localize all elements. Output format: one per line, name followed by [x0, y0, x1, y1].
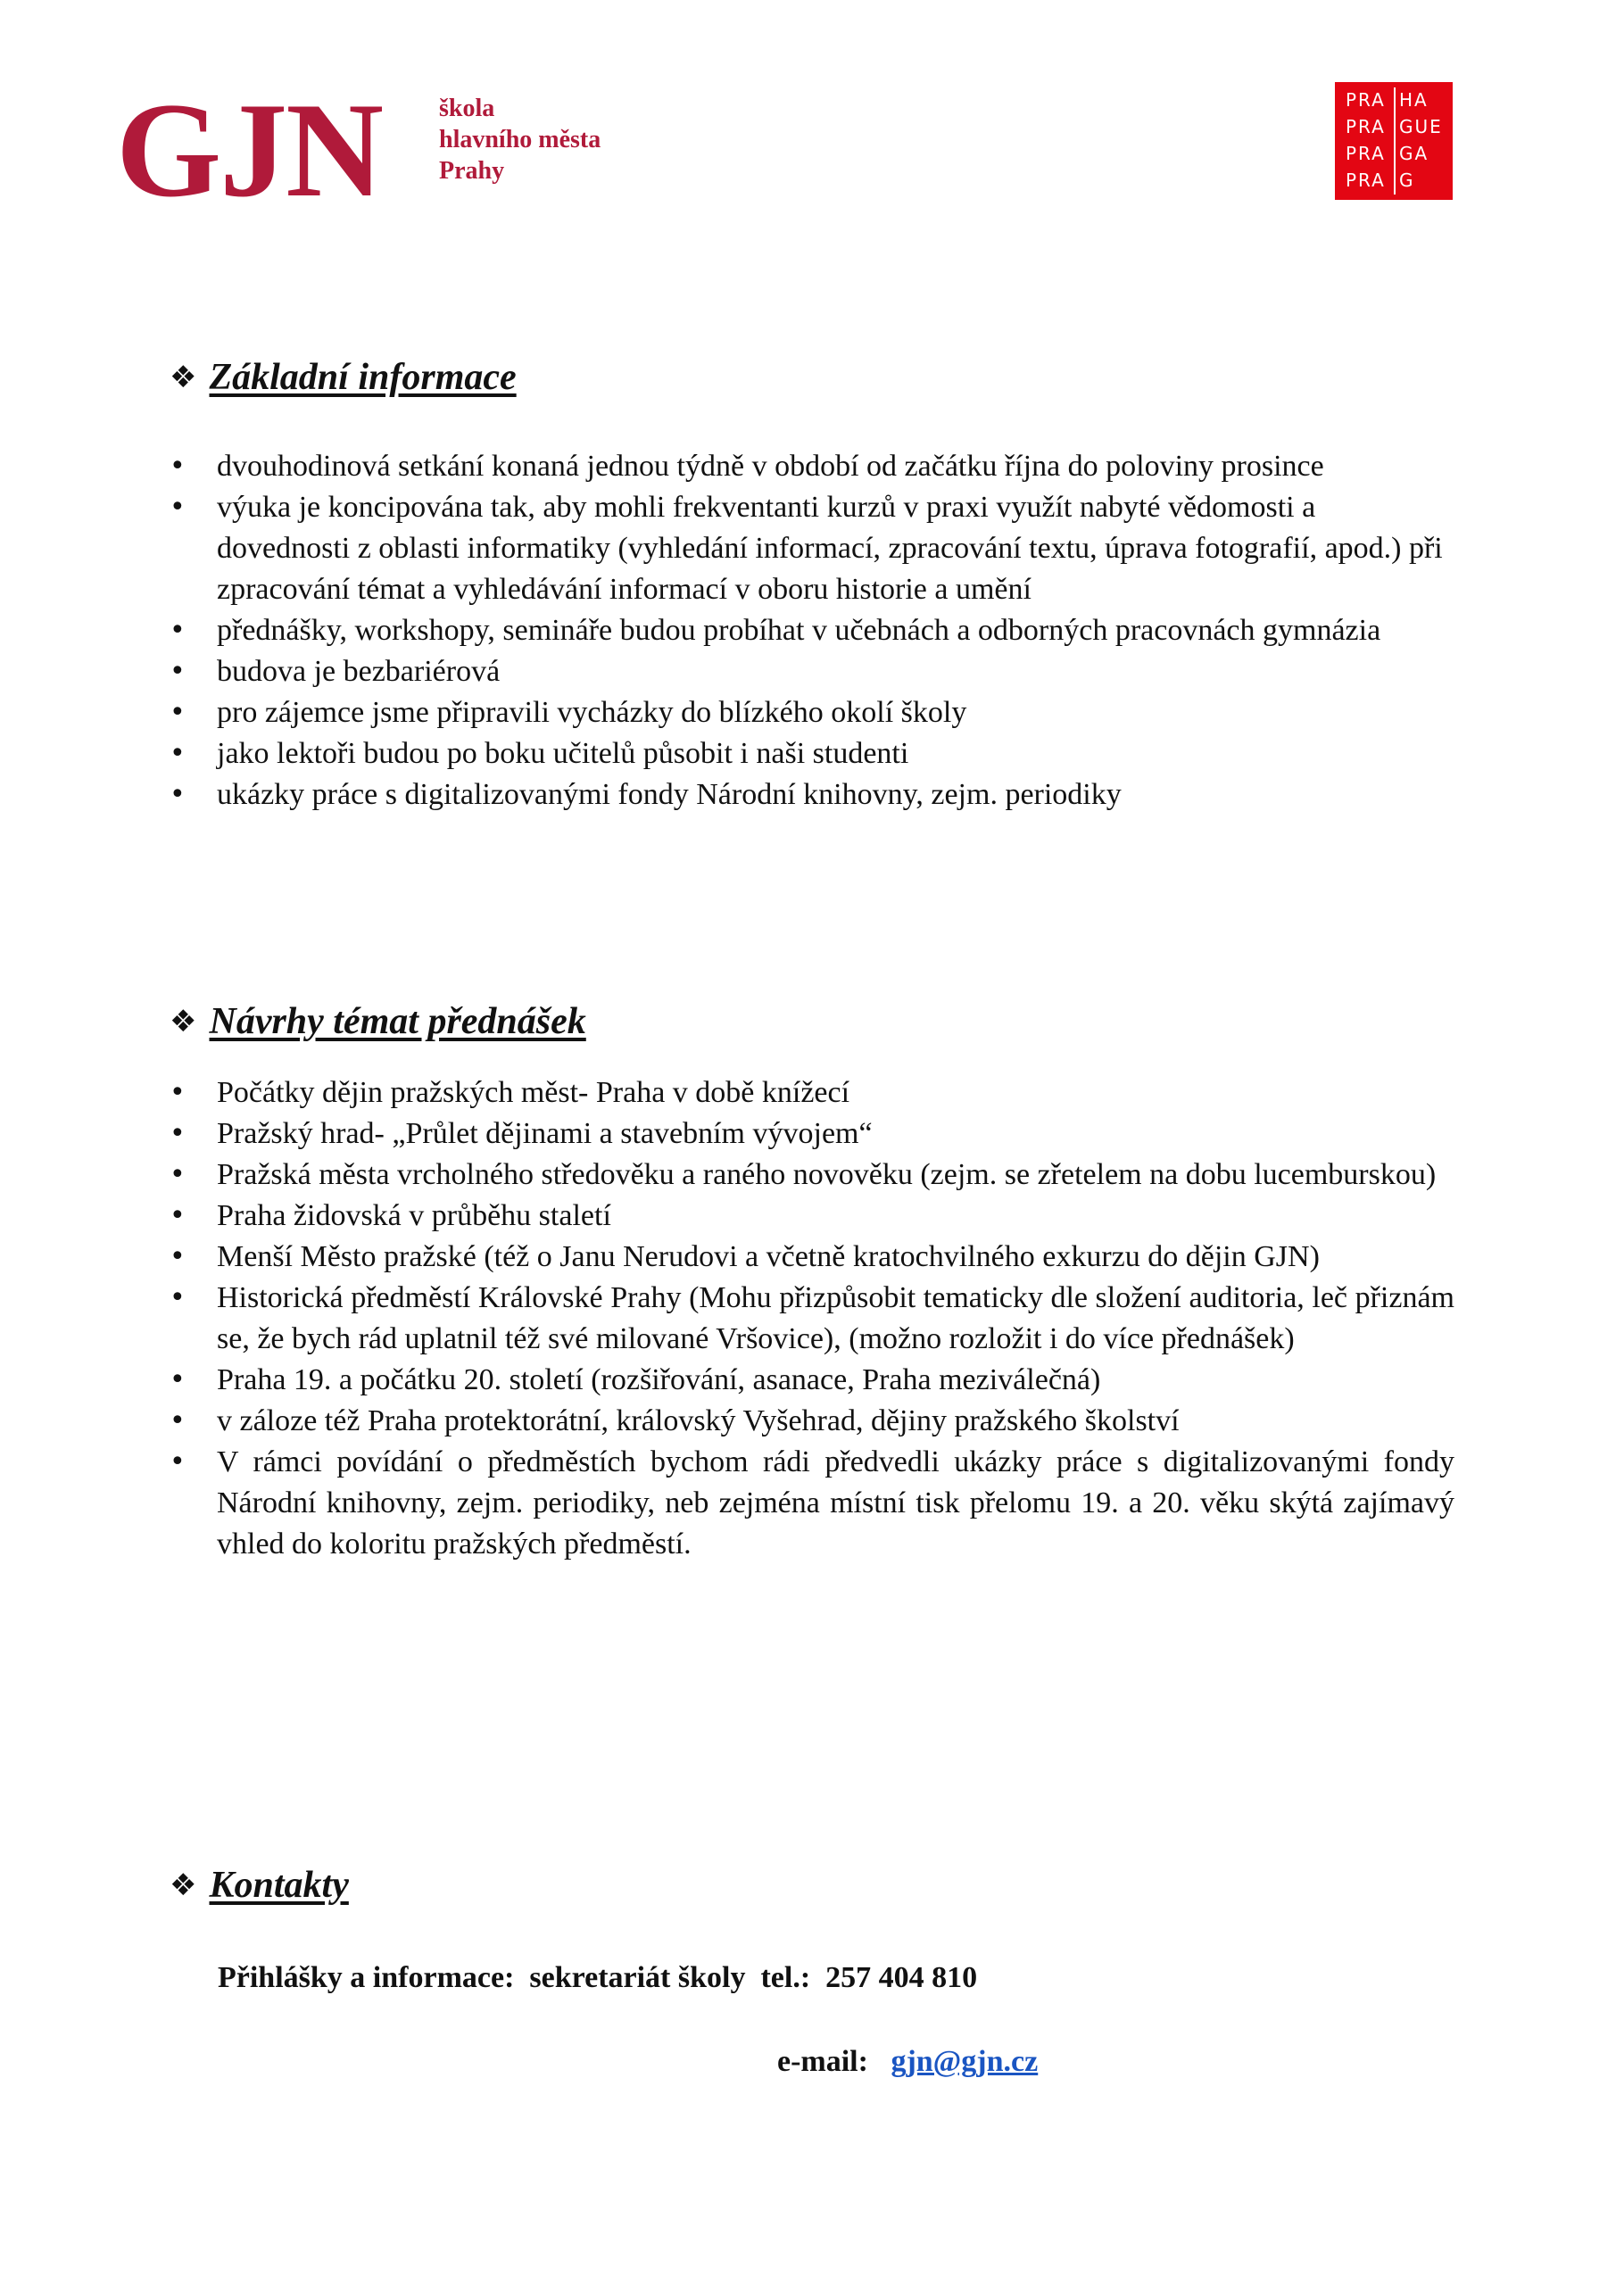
list-item: • jako lektoři budou po boku učitelů působit i naši studenti [170, 733, 1454, 774]
diamond-bullet-icon: ❖ [170, 1867, 197, 1903]
list-item: • Počátky dějin pražských měst- Praha v době knížecí [170, 1072, 1454, 1114]
lecture-topics-list [170, 1072, 1454, 1565]
school-name-line: hlavního města [439, 126, 601, 153]
list-item: • Pražský hrad- „Průlet dějinami a stavebním vývojem“ [170, 1114, 1454, 1155]
list-item: • dvouhodinová setkání konaná jednou týdně v období od začátku října do poloviny prosince [170, 446, 1454, 487]
diamond-bullet-icon: ❖ [170, 360, 197, 395]
school-name-line: škola [439, 95, 495, 122]
praha-logo-row [1335, 112, 1453, 139]
praha-logo-row [1335, 139, 1453, 166]
section-heading-contacts [170, 1863, 349, 1908]
list-item: • Praha 19. a počátku 20. století (rozšiřování, asanace, Praha meziválečná) [170, 1360, 1454, 1401]
diamond-bullet-icon: ❖ [170, 1004, 197, 1039]
list-item: • ukázky práce s digitalizovanými fondy Národní knihovny, zejm. periodiky [170, 774, 1454, 815]
list-item: • V rámci povídání o předměstích bychom rádi předvedli ukázky práce s digitalizovanými fondy Národní knihovny, zejm. periodiky, neb zejména místní tisk přelomu 19. a 20. věku skýtá zajímavý vhled do koloritu pražských předměstí. [170, 1442, 1454, 1565]
list-item: • Menší Město pražské (též o Janu Nerudovi a včetně kratochvilného exkurzu do dějin GJN) [170, 1237, 1454, 1278]
praha-logo-text: PRA [1346, 143, 1386, 164]
basic-info-list [170, 446, 1454, 815]
list-item: • v záloze též Praha protektorátní, královský Vyšehrad, dějiny pražského školství [170, 1401, 1454, 1442]
contact-email-line [762, 2000, 1038, 2082]
list-item: • budova je bezbariérová [170, 651, 1454, 692]
praha-logo-text: GUE [1399, 116, 1443, 137]
gjn-logo: GJN [116, 75, 382, 225]
praha-logo-text: HA [1399, 89, 1429, 111]
school-name-line: Prahy [439, 157, 505, 185]
email-label: e-mail: [777, 2045, 868, 2078]
praha-city-logo [1335, 82, 1453, 200]
list-item: • výuka je koncipována tak, aby mohli frekventanti kurzů v praxi využít nabyté vědomosti a dovednosti z oblasti informatiky (vyhledání informací, zpracování textu, úprava fotografií, apod.) při zpracování témat a vyhledávání informací v oboru historie a umění [170, 487, 1454, 610]
section-title: Návrhy témat přednášek [209, 1001, 586, 1042]
praha-logo-row [1335, 166, 1453, 193]
praha-logo-text: GA [1399, 143, 1429, 164]
praha-logo-row [1335, 86, 1453, 112]
list-item: • Historická předměstí Královské Prahy (Mohu přizpůsobit tematicky dle složení auditoria, leč přiznám se, že bych rád uplatnil též své milované Vršovice), (možno rozložit i do více přednášek) [170, 1278, 1454, 1360]
list-item: • Praha židovská v průběhu staletí [170, 1196, 1454, 1237]
section-title: Kontakty [209, 1865, 349, 1906]
praha-logo-text: PRA [1346, 116, 1386, 137]
list-item: • Pražská města vrcholného středověku a raného novověku (zejm. se zřetelem na dobu lucemburskou) [170, 1155, 1454, 1196]
section-title: Základní informace [209, 357, 517, 398]
school-name [439, 93, 601, 186]
list-item: • přednášky, workshopy, semináře budou probíhat v učebnách a odborných pracovnách gymnázia [170, 610, 1454, 651]
praha-logo-text: PRA [1346, 89, 1386, 111]
section-heading-lecture-topics [170, 999, 586, 1044]
list-item: • pro zájemce jsme připravili vycházky do blízkého okolí školy [170, 692, 1454, 733]
section-heading-basic-info [170, 355, 517, 400]
contact-phone-line: Přihlášky a informace: sekretariát školy tel.: 257 404 810 [218, 1961, 978, 1994]
praha-logo-text: PRA [1346, 170, 1386, 191]
praha-logo-text: G [1399, 170, 1415, 191]
email-link[interactable]: gjn@gjn.cz [891, 2045, 1039, 2078]
